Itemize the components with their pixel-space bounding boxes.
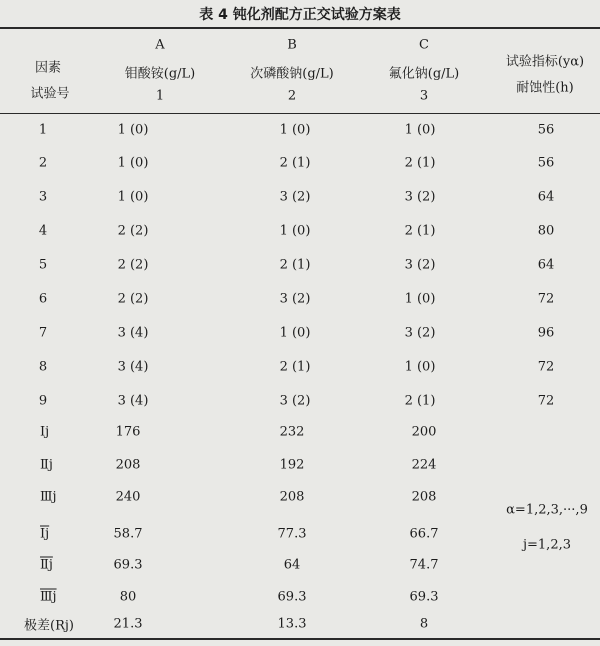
level-b: 3 (2) <box>279 189 311 205</box>
level-b: 2 (1) <box>279 257 311 273</box>
level-c: 1 (0) <box>404 359 436 375</box>
indicator-value: 56 <box>537 155 555 171</box>
stat-b: 13.3 <box>277 616 307 632</box>
level-b: 1 (0) <box>279 325 311 341</box>
trial-no: 9 <box>38 393 48 409</box>
stat-c: 8 <box>419 616 429 632</box>
trial-label: 试验号 <box>30 86 70 102</box>
stat-label: Ⅱj <box>40 457 53 473</box>
stat-b: 69.3 <box>277 589 307 605</box>
stat-c: 74.7 <box>409 557 439 573</box>
trial-no: 1 <box>38 122 48 138</box>
trial-no: 6 <box>38 291 48 307</box>
indicator-value: 72 <box>537 291 555 307</box>
indicator-value: 72 <box>537 359 555 375</box>
level-c: 2 (1) <box>404 393 436 409</box>
indicator-value: 64 <box>537 189 555 205</box>
col-c-index: 3 <box>419 88 429 104</box>
stat-label: $\overline{Ⅲj}$ <box>40 589 57 605</box>
col-c-letter: C <box>419 37 429 53</box>
level-a: 1 (0) <box>117 155 149 171</box>
stat-c: 66.7 <box>409 526 439 542</box>
indicator-value: 80 <box>537 223 555 239</box>
stat-label: Ⅰj <box>40 424 50 440</box>
col-c-name: 氟化钠(g/L) <box>388 66 460 82</box>
bottom-rule <box>0 638 600 640</box>
table-title: 表 4 钝化剂配方正交试验方案表 <box>199 7 401 23</box>
stat-c: 69.3 <box>409 589 439 605</box>
level-a: 1 (0) <box>117 189 149 205</box>
level-b: 1 (0) <box>279 223 311 239</box>
alpha-note: α=1,2,3,···,9 <box>506 502 588 518</box>
stat-label: $\overline{Ⅰj}$ <box>40 526 50 542</box>
trial-no: 3 <box>38 189 48 205</box>
level-c: 2 (1) <box>404 223 436 239</box>
level-c: 3 (2) <box>404 257 436 273</box>
stat-b: 64 <box>283 557 301 573</box>
level-a: 3 (4) <box>117 359 149 375</box>
stat-c: 200 <box>411 424 437 440</box>
stat-b: 208 <box>279 489 305 505</box>
stat-a: 208 <box>115 457 141 473</box>
indicator-label: 试验指标(yα) <box>505 54 585 70</box>
j-note: j=1,2,3 <box>522 537 572 553</box>
stat-a: 21.3 <box>113 616 143 632</box>
indicator-value: 56 <box>537 122 555 138</box>
trial-no: 7 <box>38 325 48 341</box>
level-c: 1 (0) <box>404 291 436 307</box>
stat-c: 224 <box>411 457 437 473</box>
indicator-value: 96 <box>537 325 555 341</box>
stat-b: 192 <box>279 457 305 473</box>
level-c: 2 (1) <box>404 155 436 171</box>
stat-a: 240 <box>115 489 141 505</box>
col-b-letter: B <box>287 37 297 53</box>
range-label: 极差(Rj) <box>24 618 74 634</box>
indicator-value: 72 <box>537 393 555 409</box>
level-c: 3 (2) <box>404 325 436 341</box>
indicator-sub: 耐蚀性(h) <box>516 80 574 96</box>
stat-c: 208 <box>411 489 437 505</box>
level-b: 1 (0) <box>279 122 311 138</box>
stat-a: 69.3 <box>113 557 143 573</box>
stat-label: Ⅲj <box>40 489 57 505</box>
stat-b: 77.3 <box>277 526 307 542</box>
col-b-index: 2 <box>287 88 297 104</box>
level-b: 2 (1) <box>279 359 311 375</box>
top-rule <box>0 27 600 29</box>
stat-b: 232 <box>279 424 305 440</box>
trial-no: 2 <box>38 155 48 171</box>
level-b: 3 (2) <box>279 291 311 307</box>
stat-a: 80 <box>119 589 137 605</box>
level-a: 3 (4) <box>117 325 149 341</box>
level-a: 1 (0) <box>117 122 149 138</box>
stat-a: 58.7 <box>113 526 143 542</box>
level-c: 3 (2) <box>404 189 436 205</box>
level-b: 2 (1) <box>279 155 311 171</box>
level-c: 1 (0) <box>404 122 436 138</box>
stat-a: 176 <box>115 424 141 440</box>
trial-no: 4 <box>38 223 48 239</box>
level-a: 2 (2) <box>117 257 149 273</box>
col-a-index: 1 <box>155 88 165 104</box>
indicator-value: 64 <box>537 257 555 273</box>
col-b-name: 次磷酸钠(g/L) <box>250 66 334 82</box>
level-a: 2 (2) <box>117 291 149 307</box>
level-b: 3 (2) <box>279 393 311 409</box>
factor-label: 因素 <box>34 60 62 76</box>
level-a: 2 (2) <box>117 223 149 239</box>
trial-no: 5 <box>38 257 48 273</box>
level-a: 3 (4) <box>117 393 149 409</box>
stat-label: $\overline{Ⅱj}$ <box>40 557 53 573</box>
trial-no: 8 <box>38 359 48 375</box>
header-rule <box>0 113 600 114</box>
col-a-letter: A <box>155 37 165 53</box>
col-a-name: 钼酸铵(g/L) <box>124 66 196 82</box>
